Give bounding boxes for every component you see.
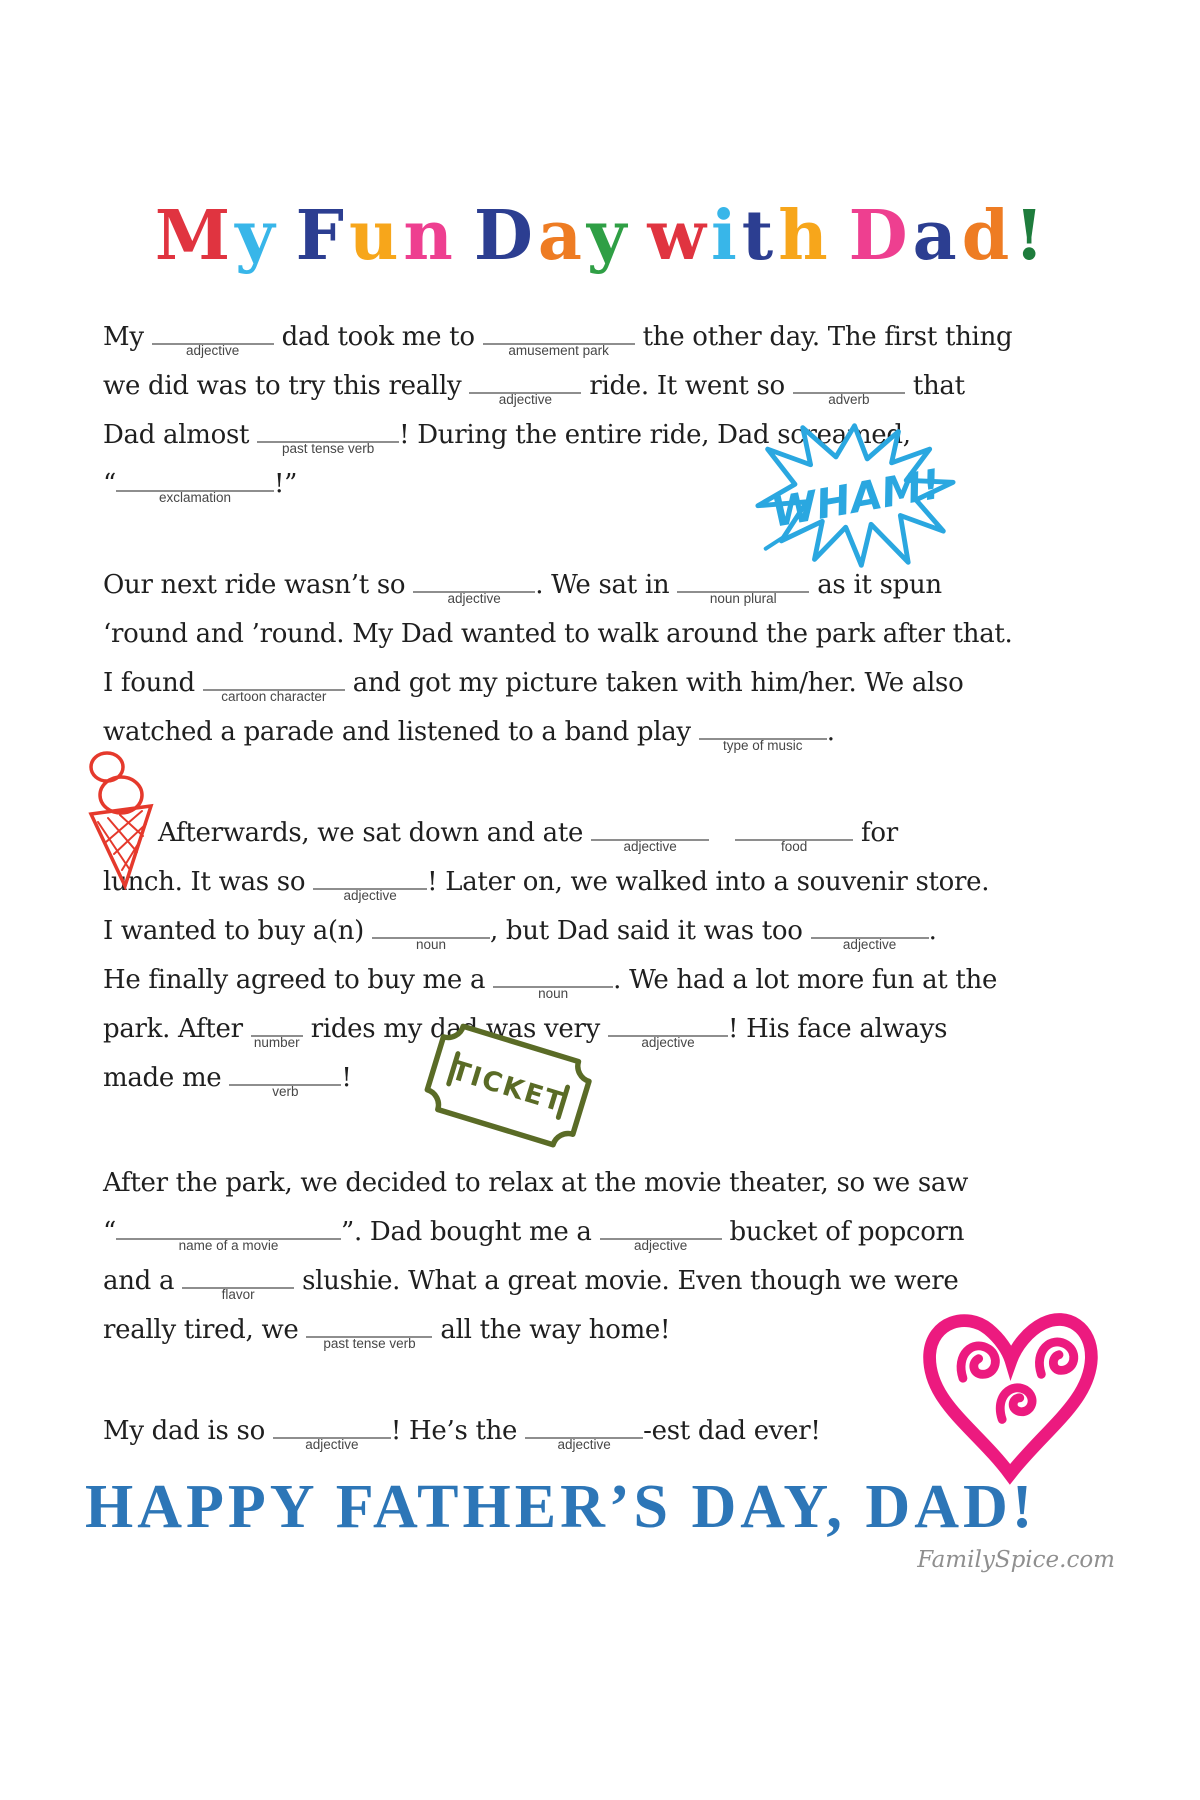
blank-adjective <box>600 1233 722 1253</box>
story-text: After the park, we decided to relax at the movie theater, so we saw <box>103 1168 969 1198</box>
blank-label: noun <box>415 937 447 952</box>
story-line <box>103 818 948 867</box>
title-letter: u <box>348 196 400 276</box>
blank-label: adjective <box>557 1437 611 1452</box>
story-text: ”. Dad bought me a <box>341 1217 600 1247</box>
blank-label: noun plural <box>709 591 777 606</box>
blank-label: adjective <box>498 392 552 407</box>
heart-graphic <box>912 1290 1108 1490</box>
blank-label: adjective <box>305 1437 359 1452</box>
blank-noun-plural <box>677 586 809 606</box>
page-title <box>0 196 1200 276</box>
story-text: ! His face always <box>727 1014 948 1044</box>
heart-swirl-left <box>961 1346 995 1378</box>
story-text: for <box>853 818 898 848</box>
story-text: Our next ride wasn’t so <box>103 570 414 600</box>
blank-noun <box>372 932 490 952</box>
blank-label: exclamation <box>158 490 232 505</box>
title-letter: ! <box>1014 196 1046 276</box>
blank-label: name of a movie <box>178 1238 279 1253</box>
blank-adjective <box>152 338 274 358</box>
title-letter: w <box>647 196 707 276</box>
title-letter: F <box>295 196 345 276</box>
story-text: lunch. It was so <box>103 867 314 897</box>
story-text: really tired, we <box>103 1315 307 1345</box>
story-text: ! <box>341 1063 352 1093</box>
story-text: and a <box>103 1266 183 1296</box>
story-text: My dad is so <box>103 1416 273 1446</box>
title-letter: D <box>848 196 909 276</box>
story-text: ! He’s the <box>390 1416 526 1446</box>
paragraph <box>103 1168 969 1364</box>
story-text: slushie. What a great movie. Even though we were <box>294 1266 959 1296</box>
blank-label: flavor <box>221 1287 255 1302</box>
story-text: and got my picture taken with him/her. We also <box>344 668 964 698</box>
title-letter: i <box>710 196 738 276</box>
blank-adverb <box>793 387 905 407</box>
story-text: as it spun <box>809 570 942 600</box>
paragraph <box>103 1416 948 1465</box>
blank-adjective <box>469 387 581 407</box>
story-text: . We sat in <box>535 570 678 600</box>
story-text: !” <box>274 469 298 499</box>
blank-label: adjective <box>641 1035 695 1050</box>
title-letter: t <box>741 196 775 276</box>
story-text: ride. It went so <box>581 371 793 401</box>
story-text: My <box>103 322 152 352</box>
paragraph <box>103 570 1013 766</box>
title-letter: h <box>778 196 829 276</box>
story-line <box>103 1266 959 1315</box>
blank-amusement-park <box>483 338 635 358</box>
story-text: -est dad ever! <box>643 1416 821 1446</box>
blank-adjective <box>811 932 929 952</box>
story-text: “ <box>103 1217 116 1247</box>
blank-name-of-a-movie <box>116 1233 341 1253</box>
title-letter: y <box>235 196 276 276</box>
wham-starburst-graphic <box>752 420 957 570</box>
story-text: I found <box>103 668 203 698</box>
blank-adjective <box>591 834 709 854</box>
blank-label: adjective <box>842 937 897 952</box>
blank-flavor <box>182 1282 294 1302</box>
blank-label: past tense verb <box>281 441 375 456</box>
blank-adjective <box>413 586 535 606</box>
story-line <box>103 867 990 916</box>
story-text: Dad almost <box>103 420 258 450</box>
blank-adjective <box>273 1432 391 1452</box>
heart-swirl-center <box>1000 1388 1032 1420</box>
story-text: ! Later on, we walked into a souvenir store. <box>427 867 990 897</box>
blank-adjective <box>608 1030 728 1050</box>
title-letter: n <box>403 196 454 276</box>
story-text: ‘round and ’round. My Dad wanted to walk around the park after that. <box>103 619 1013 649</box>
story-text: rides my dad was very <box>302 1014 608 1044</box>
story-line <box>103 619 1013 668</box>
story-text: all the way home! <box>432 1315 671 1345</box>
blank-exclamation <box>116 485 274 505</box>
story-text: that <box>904 371 965 401</box>
title-letter: D <box>473 196 534 276</box>
blank-label: past tense verb <box>323 1336 416 1351</box>
story-text: made me <box>103 1063 230 1093</box>
ice-cream-cone-graphic <box>80 748 158 890</box>
story-text: . <box>826 717 835 747</box>
blank-type-of-music <box>699 733 827 753</box>
story-line <box>103 668 964 717</box>
site-credit: FamilySpice.com <box>917 1547 1115 1573</box>
story-text: bucket of popcorn <box>721 1217 965 1247</box>
blank-label: adjective <box>623 839 677 854</box>
blank-adjective <box>525 1432 643 1452</box>
story-text: Afterwards, we sat down and ate <box>158 818 592 848</box>
story-line <box>103 570 948 619</box>
cone-shape <box>91 806 151 886</box>
title-letter: d <box>961 196 1011 276</box>
story-text: dad took me to <box>273 322 483 352</box>
story-text: “ <box>103 469 116 499</box>
blank-label: adjective <box>343 888 397 903</box>
story-line <box>103 1168 969 1217</box>
story-line <box>103 1315 948 1364</box>
blank-cartoon-character <box>203 684 345 704</box>
blank-label: adverb <box>828 392 870 407</box>
story-line <box>103 717 948 766</box>
blank-label: cartoon character <box>221 689 327 704</box>
blank-label: adjective <box>633 1238 688 1253</box>
story-text: . <box>928 916 937 946</box>
story-text: I wanted to buy a(n) <box>103 916 372 946</box>
ticket-text: TICKET <box>447 1054 569 1119</box>
blank-adjective <box>313 883 427 903</box>
blank-number <box>251 1030 303 1050</box>
story-line <box>103 916 948 965</box>
story-text: we did was to try this really <box>103 371 470 401</box>
story-line <box>103 1416 948 1465</box>
blank-past-tense-verb <box>306 1331 432 1351</box>
blank-label: type of music <box>723 738 803 753</box>
blank-label: number <box>253 1035 300 1050</box>
story-text: . We had a lot more fun at the <box>613 965 998 995</box>
story-text: the other day. The first thing <box>634 322 1013 352</box>
blank-label: noun <box>538 986 569 1001</box>
blank-label: adjective <box>186 343 240 358</box>
story-text: , but Dad said it was too <box>490 916 811 946</box>
blank-label: food <box>780 839 808 854</box>
heart-swirl-right <box>1039 1342 1073 1374</box>
blank-label: adjective <box>447 591 501 606</box>
story-text: He finally agreed to buy me a <box>103 965 494 995</box>
blank-label: amusement park <box>508 343 609 358</box>
story-line <box>103 965 998 1014</box>
story-text: watched a parade and listened to a band play <box>103 717 699 747</box>
blank-food <box>735 834 853 854</box>
story-text: ! During the entire ride, Dad screamed, <box>399 420 911 450</box>
happy-fathers-day-headline: HAPPY FATHER’S DAY, DAD! <box>85 1473 1037 1541</box>
blank-past-tense-verb <box>257 436 399 456</box>
title-letter: y <box>586 196 628 276</box>
title-letter: a <box>537 196 583 276</box>
blank-label: verb <box>272 1084 299 1099</box>
title-letter: a <box>912 196 958 276</box>
blank-verb <box>229 1079 341 1099</box>
wham-text: WHAM! <box>767 459 945 537</box>
story-line <box>103 1217 965 1266</box>
story-line <box>103 371 965 420</box>
story-line <box>103 322 1013 371</box>
blank-noun <box>493 981 613 1001</box>
title-letter: M <box>154 196 232 276</box>
story-text: park. After <box>103 1014 251 1044</box>
